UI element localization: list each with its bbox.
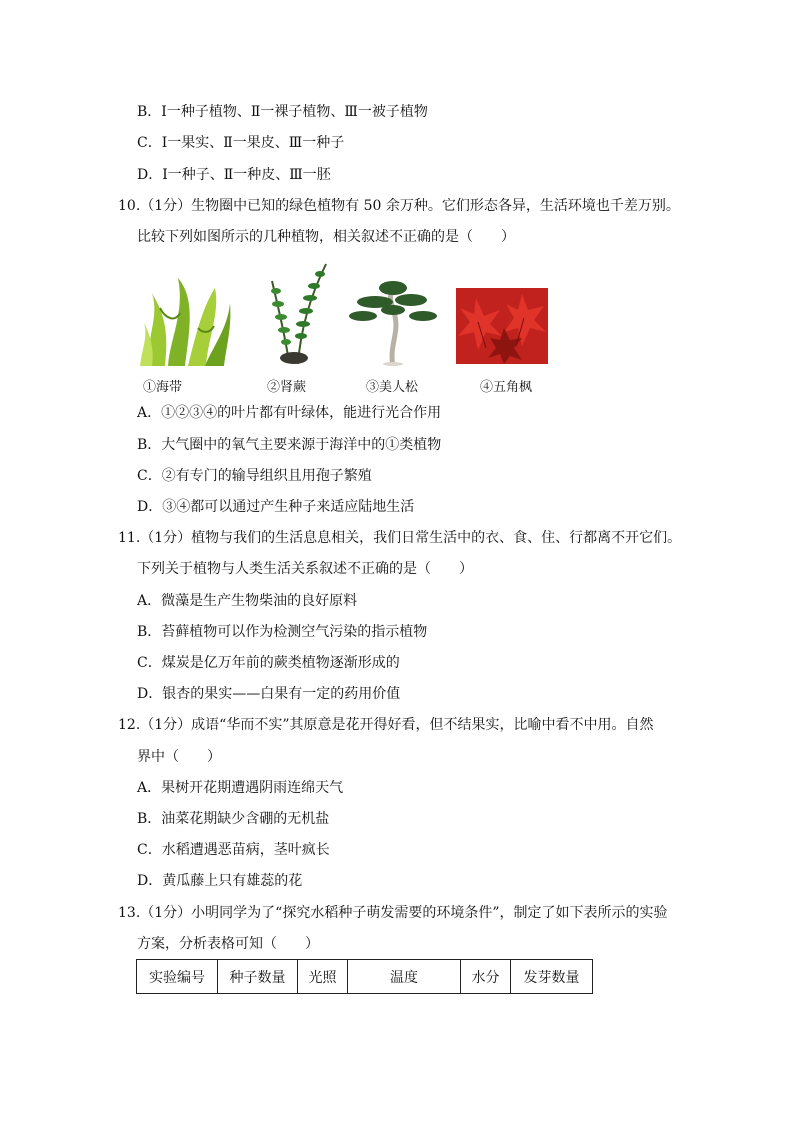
q10-stem-line2: 比较下列如图所示的几种植物，相关叙述不正确的是（ ） xyxy=(137,229,515,245)
table-header-cell: 发芽数量 xyxy=(511,960,593,994)
table-header-row xyxy=(137,960,593,994)
fern-image xyxy=(268,256,332,366)
q12-option-c: C．水稻遭遇恶苗病，茎叶疯长 xyxy=(137,842,330,858)
q13-stem-line1: 13.（1分）小明同学为了“探究水稻种子萌发需要的环境条件”，制定了如下表所示的实验 xyxy=(118,905,668,921)
q11-option-d: D．银杏的果实——白果有一定的药用价值 xyxy=(137,686,401,702)
q10-option-a: A．①②③④的叶片都有叶绿体，能进行光合作用 xyxy=(137,405,442,421)
caption-fern: ②肾蕨 xyxy=(267,380,307,395)
q11-stem-line1: 11.（1分）植物与我们的生活息息相关，我们日常生活中的衣、食、住、行都离不开它们。 xyxy=(118,530,682,546)
q10-option-b: B．大气圈中的氧气主要来源于海洋中的①类植物 xyxy=(137,437,442,453)
q11-stem-line2: 下列关于植物与人类生活关系叙述不正确的是（ ） xyxy=(137,561,473,577)
q10-option-d: D．③④都可以通过产生种子来适应陆地生活 xyxy=(137,499,415,515)
q13-stem-line2: 方案，分析表格可知（ ） xyxy=(137,936,319,952)
q11-option-b: B．苔藓植物可以作为检测空气污染的指示植物 xyxy=(137,624,428,640)
table-header-cell: 水分 xyxy=(461,960,511,994)
caption-maple: ④五角枫 xyxy=(480,380,533,395)
q10-stem-line1: 10.（1分）生物圈中已知的绿色植物有 50 余万种。它们形态各异，生活环境也千差万别。 xyxy=(118,198,680,214)
q9-option-c: C．Ⅰ一果实、Ⅱ一果皮、Ⅲ一种子 xyxy=(137,135,345,151)
q9-option-d: D．Ⅰ一种子、Ⅱ一种皮、Ⅲ一胚 xyxy=(137,167,331,183)
table-header-cell: 种子数量 xyxy=(218,960,298,994)
table-header-cell: 光照 xyxy=(298,960,348,994)
q12-option-a: A．果树开花期遭遇阴雨连绵天气 xyxy=(137,780,344,796)
q11-option-c: C．煤炭是亿万年前的蕨类植物逐渐形成的 xyxy=(137,655,400,671)
maple-image xyxy=(456,288,548,364)
caption-kelp: ①海带 xyxy=(143,380,183,395)
q10-option-c: C．②有专门的输导组织且用孢子繁殖 xyxy=(137,468,372,484)
table-header-cell: 实验编号 xyxy=(137,960,218,994)
experiment-table xyxy=(136,959,593,994)
pine-image xyxy=(349,276,439,366)
q12-option-d: D．黄瓜藤上只有雄蕊的花 xyxy=(137,873,303,889)
q9-option-b: B．Ⅰ一种子植物、Ⅱ一裸子植物、Ⅲ一被子植物 xyxy=(137,104,428,120)
kelp-image xyxy=(140,268,232,366)
q12-stem-line2: 界中（ ） xyxy=(137,749,221,765)
q12-stem-line1: 12.（1分）成语“华而不实”其原意是花开得好看，但不结果实，比喻中看不中用。自然 xyxy=(118,717,654,733)
q12-option-b: B．油菜花期缺少含硼的无机盐 xyxy=(137,811,330,827)
caption-pine: ③美人松 xyxy=(366,380,419,395)
table-header-cell: 温度 xyxy=(348,960,461,994)
q11-option-a: A．微藻是生产生物柴油的良好原料 xyxy=(137,593,358,609)
